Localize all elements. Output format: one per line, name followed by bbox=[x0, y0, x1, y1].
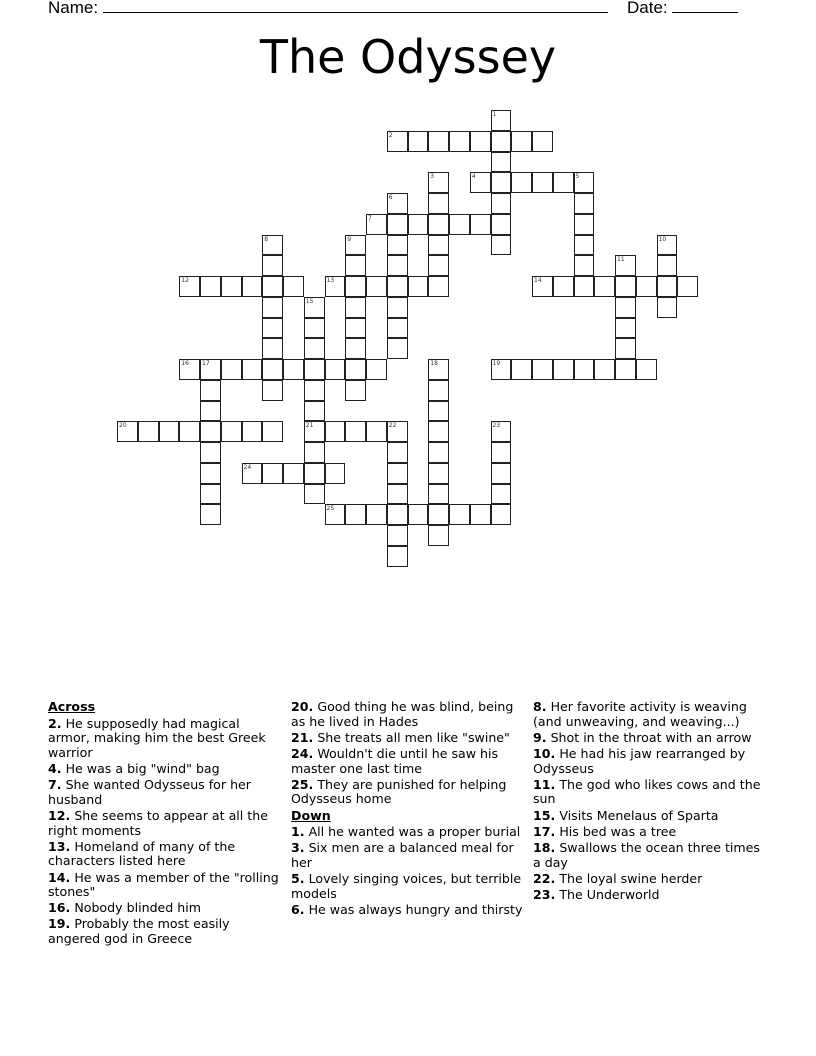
grid-cell[interactable] bbox=[657, 255, 678, 276]
clue-item bbox=[533, 872, 769, 887]
grid-cell[interactable] bbox=[366, 504, 387, 525]
grid-cell[interactable] bbox=[491, 131, 512, 152]
grid-cell[interactable] bbox=[574, 193, 595, 214]
clue-text: Six men are a balanced meal for her bbox=[291, 840, 514, 870]
grid-cell[interactable] bbox=[615, 359, 636, 380]
grid-cell[interactable] bbox=[491, 359, 512, 380]
clue-number: 13 bbox=[326, 277, 335, 284]
grid-cell[interactable] bbox=[428, 214, 449, 235]
grid-cell[interactable] bbox=[366, 214, 387, 235]
grid-cell[interactable] bbox=[345, 235, 366, 256]
grid-cell[interactable] bbox=[242, 359, 263, 380]
clue-item bbox=[48, 809, 284, 838]
clue-number: 18. bbox=[533, 839, 556, 855]
grid-cell[interactable] bbox=[387, 276, 408, 297]
grid-cell[interactable] bbox=[262, 297, 283, 318]
clue-number: 5 bbox=[575, 173, 580, 181]
grid-cell[interactable] bbox=[449, 214, 470, 235]
grid-cell[interactable] bbox=[345, 359, 366, 380]
grid-cell[interactable] bbox=[117, 421, 138, 442]
grid-cell[interactable] bbox=[470, 172, 491, 193]
grid-cell[interactable] bbox=[428, 255, 449, 276]
grid-cell[interactable] bbox=[449, 131, 470, 152]
grid-cell[interactable] bbox=[387, 297, 408, 318]
grid-cell[interactable] bbox=[491, 421, 512, 442]
clue-number: 24. bbox=[291, 745, 314, 761]
grid-cell[interactable] bbox=[200, 359, 221, 380]
grid-cell[interactable] bbox=[553, 172, 574, 193]
grid-cell[interactable] bbox=[387, 214, 408, 235]
grid-cell[interactable] bbox=[304, 484, 325, 505]
clue-number: 6. bbox=[291, 901, 305, 917]
grid-cell[interactable] bbox=[615, 297, 636, 318]
clue-number: 9. bbox=[533, 729, 547, 745]
grid-cell[interactable] bbox=[387, 255, 408, 276]
clue-number: 23 bbox=[492, 422, 501, 430]
grid-cell[interactable] bbox=[242, 463, 263, 484]
grid-cell[interactable] bbox=[387, 421, 408, 442]
clues-column-1 bbox=[48, 700, 284, 948]
clue-number: 22 bbox=[388, 422, 397, 430]
grid-cell[interactable] bbox=[366, 276, 387, 297]
clue-number: 11. bbox=[533, 776, 556, 792]
clue-item bbox=[533, 778, 769, 807]
grid-cell[interactable] bbox=[470, 504, 491, 525]
grid-cell[interactable] bbox=[657, 235, 678, 256]
grid-cell[interactable] bbox=[221, 276, 242, 297]
grid-cell[interactable] bbox=[428, 484, 449, 505]
grid-cell[interactable] bbox=[221, 359, 242, 380]
clue-number: 2 bbox=[388, 131, 393, 139]
grid-cell[interactable] bbox=[345, 276, 366, 297]
clue-text: Nobody blinded him bbox=[70, 900, 202, 916]
grid-cell[interactable] bbox=[574, 214, 595, 235]
grid-cell[interactable] bbox=[262, 421, 283, 442]
grid-cell[interactable] bbox=[387, 504, 408, 525]
grid-cell[interactable] bbox=[200, 484, 221, 505]
grid-cell[interactable] bbox=[387, 442, 408, 463]
clue-item bbox=[291, 731, 527, 746]
clue-number: 3 bbox=[430, 173, 435, 181]
grid-cell[interactable] bbox=[387, 463, 408, 484]
clue-number: 24 bbox=[243, 463, 252, 471]
grid-cell[interactable] bbox=[179, 359, 200, 380]
grid-cell[interactable] bbox=[636, 359, 657, 380]
grid-cell[interactable] bbox=[138, 421, 159, 442]
grid-cell[interactable] bbox=[428, 193, 449, 214]
grid-cell[interactable] bbox=[615, 338, 636, 359]
clue-number: 19. bbox=[48, 916, 71, 932]
clue-item bbox=[291, 747, 527, 776]
grid-cell[interactable] bbox=[325, 504, 346, 525]
grid-cell[interactable] bbox=[179, 421, 200, 442]
grid-cell[interactable] bbox=[511, 172, 532, 193]
clue-item bbox=[48, 717, 284, 761]
grid-cell[interactable] bbox=[283, 463, 304, 484]
clue-text: She seems to appear at all the right moments bbox=[48, 807, 268, 838]
clues-column-3 bbox=[533, 700, 769, 904]
clue-text: Shot in the throat with an arrow bbox=[546, 729, 752, 745]
grid-cell[interactable] bbox=[615, 276, 636, 297]
grid-cell[interactable] bbox=[345, 318, 366, 339]
clue-number: 4. bbox=[48, 760, 62, 776]
grid-cell[interactable] bbox=[491, 504, 512, 525]
grid-cell[interactable] bbox=[428, 525, 449, 546]
grid-cell[interactable] bbox=[532, 276, 553, 297]
grid-cell[interactable] bbox=[408, 504, 429, 525]
grid-cell[interactable] bbox=[532, 359, 553, 380]
grid-cell[interactable] bbox=[428, 359, 449, 380]
clue-item bbox=[291, 903, 527, 918]
clue-item bbox=[533, 809, 769, 824]
clue-number: 25. bbox=[291, 776, 314, 792]
grid-cell[interactable] bbox=[491, 152, 512, 173]
grid-cell[interactable] bbox=[304, 359, 325, 380]
clue-item bbox=[533, 825, 769, 840]
clue-number: 1. bbox=[291, 824, 305, 840]
grid-cell[interactable] bbox=[470, 131, 491, 152]
clue-number: 6 bbox=[388, 194, 393, 201]
grid-cell[interactable] bbox=[428, 172, 449, 193]
grid-cell[interactable] bbox=[428, 235, 449, 256]
clue-item bbox=[533, 731, 769, 746]
grid-cell[interactable] bbox=[615, 318, 636, 339]
grid-cell[interactable] bbox=[532, 131, 553, 152]
grid-cell[interactable] bbox=[262, 318, 283, 339]
grid-cell[interactable] bbox=[262, 255, 283, 276]
grid-cell[interactable] bbox=[428, 504, 449, 525]
clue-number: 14. bbox=[48, 869, 71, 885]
clue-number: 5. bbox=[291, 871, 305, 887]
clue-number: 20. bbox=[291, 699, 314, 714]
clue-number: 25 bbox=[326, 505, 335, 513]
clue-number: 18 bbox=[430, 360, 438, 367]
clue-text: The god who likes cows and the sun bbox=[533, 776, 761, 807]
grid-cell[interactable] bbox=[325, 421, 346, 442]
grid-cell[interactable] bbox=[200, 442, 221, 463]
grid-cell[interactable] bbox=[262, 463, 283, 484]
grid-cell[interactable] bbox=[345, 255, 366, 276]
grid-cell[interactable] bbox=[262, 276, 283, 297]
clue-number: 23. bbox=[533, 886, 556, 902]
clue-item bbox=[533, 747, 769, 776]
grid-cell[interactable] bbox=[304, 463, 325, 484]
clue-item bbox=[48, 901, 284, 916]
grid-cell[interactable] bbox=[200, 401, 221, 422]
grid-cell[interactable] bbox=[408, 276, 429, 297]
clue-text: His bed was a tree bbox=[555, 823, 677, 839]
grid-cell[interactable] bbox=[532, 172, 553, 193]
grid-cell[interactable] bbox=[491, 172, 512, 193]
grid-cell[interactable] bbox=[574, 276, 595, 297]
grid-cell[interactable] bbox=[387, 318, 408, 339]
clue-number: 20 bbox=[119, 422, 127, 430]
clue-number: 8 bbox=[264, 235, 269, 243]
grid-cell[interactable] bbox=[304, 401, 325, 422]
clue-number: 7 bbox=[368, 214, 372, 222]
grid-cell[interactable] bbox=[179, 276, 200, 297]
clue-text: Wouldn't die until he saw his master one last time bbox=[291, 745, 499, 776]
clue-text: The loyal swine herder bbox=[555, 870, 703, 886]
clue-number: 16. bbox=[48, 900, 71, 916]
grid-cell[interactable] bbox=[387, 484, 408, 505]
clue-number: 12 bbox=[181, 277, 189, 284]
grid-cell[interactable] bbox=[491, 235, 512, 256]
clue-text: They are punished for helping Odysseus home bbox=[291, 776, 507, 807]
grid-cell[interactable] bbox=[428, 442, 449, 463]
grid-cell[interactable] bbox=[491, 442, 512, 463]
grid-cell[interactable] bbox=[574, 172, 595, 193]
date-label: Date: bbox=[627, 0, 668, 17]
clue-number: 4 bbox=[471, 173, 476, 181]
clue-item bbox=[48, 778, 284, 807]
clue-item bbox=[291, 778, 527, 807]
clue-number: 19 bbox=[492, 360, 501, 367]
grid-cell[interactable] bbox=[221, 421, 242, 442]
clue-text: She treats all men like "swine" bbox=[313, 729, 510, 745]
grid-cell[interactable] bbox=[428, 131, 449, 152]
clue-number: 10 bbox=[658, 235, 667, 243]
grid-cell[interactable] bbox=[657, 276, 678, 297]
grid-cell[interactable] bbox=[262, 235, 283, 256]
page-title: The Odyssey bbox=[259, 30, 557, 84]
grid-cell[interactable] bbox=[387, 338, 408, 359]
grid-cell[interactable] bbox=[491, 193, 512, 214]
grid-cell[interactable] bbox=[200, 421, 221, 442]
clue-text: He had his jaw rearranged by Odysseus bbox=[533, 745, 746, 776]
grid-cell[interactable] bbox=[615, 255, 636, 276]
clue-item bbox=[291, 825, 527, 840]
clue-text: He was always hungry and thirsty bbox=[304, 901, 523, 917]
clue-item bbox=[48, 917, 284, 946]
name-label: Name: bbox=[48, 0, 99, 17]
clue-number: 22. bbox=[533, 870, 556, 886]
clue-text: All he wanted was a proper burial bbox=[304, 824, 521, 840]
grid-cell[interactable] bbox=[408, 131, 429, 152]
clue-item bbox=[48, 840, 284, 869]
grid-cell[interactable] bbox=[242, 276, 263, 297]
grid-cell[interactable] bbox=[262, 380, 283, 401]
clue-number: 7. bbox=[48, 777, 62, 793]
clue-item bbox=[533, 700, 769, 729]
clue-number: 17. bbox=[533, 823, 556, 839]
clue-number: 3. bbox=[291, 840, 305, 856]
grid-cell[interactable] bbox=[200, 276, 221, 297]
clue-text: He supposedly had magical armor, making him the best Greek warrior bbox=[48, 715, 266, 760]
clue-text: Good thing he was blind, being as he lived in Hades bbox=[291, 699, 514, 729]
clue-text: Probably the most easily angered god in Greece bbox=[48, 916, 230, 947]
grid-cell[interactable] bbox=[553, 359, 574, 380]
grid-cell[interactable] bbox=[325, 463, 346, 484]
grid-cell[interactable] bbox=[491, 463, 512, 484]
grid-cell[interactable] bbox=[428, 463, 449, 484]
clue-number: 2. bbox=[48, 715, 62, 731]
grid-cell[interactable] bbox=[262, 338, 283, 359]
clue-number: 9 bbox=[347, 235, 352, 243]
grid-cell[interactable] bbox=[345, 421, 366, 442]
grid-cell[interactable] bbox=[491, 110, 512, 131]
clue-text: Homeland of many of the characters listed here bbox=[48, 838, 236, 869]
grid-cell[interactable] bbox=[428, 401, 449, 422]
grid-cell[interactable] bbox=[262, 359, 283, 380]
grid-cell[interactable] bbox=[428, 276, 449, 297]
grid-cell[interactable] bbox=[200, 463, 221, 484]
clue-text: Lovely singing voices, but terrible models bbox=[291, 871, 522, 901]
clue-item bbox=[291, 872, 527, 901]
clue-number: 8. bbox=[533, 699, 547, 714]
clue-text: She wanted Odysseus for her husband bbox=[48, 777, 251, 807]
grid-cell[interactable] bbox=[470, 214, 491, 235]
grid-cell[interactable] bbox=[325, 359, 346, 380]
grid-cell[interactable] bbox=[553, 276, 574, 297]
grid-cell[interactable] bbox=[387, 525, 408, 546]
grid-cell[interactable] bbox=[159, 421, 180, 442]
grid-cell[interactable] bbox=[449, 504, 470, 525]
clue-text: He was a member of the "rolling stones" bbox=[48, 869, 279, 900]
grid-cell[interactable] bbox=[387, 235, 408, 256]
clue-text: Her favorite activity is weaving (and unweaving, and weaving...) bbox=[533, 699, 747, 729]
clue-item bbox=[533, 888, 769, 903]
clue-number: 12. bbox=[48, 807, 71, 823]
grid-cell[interactable] bbox=[594, 276, 615, 297]
grid-cell[interactable] bbox=[304, 442, 325, 463]
clue-item bbox=[48, 871, 284, 900]
grid-cell[interactable] bbox=[387, 131, 408, 152]
clue-number: 10. bbox=[533, 745, 556, 761]
grid-cell[interactable] bbox=[574, 235, 595, 256]
grid-cell[interactable] bbox=[242, 421, 263, 442]
grid-cell[interactable] bbox=[345, 504, 366, 525]
grid-cell[interactable] bbox=[387, 546, 408, 567]
clue-text: Visits Menelaus of Sparta bbox=[555, 807, 719, 823]
grid-cell[interactable] bbox=[511, 359, 532, 380]
grid-cell[interactable] bbox=[345, 338, 366, 359]
clue-number: 13. bbox=[48, 838, 71, 854]
grid-cell[interactable] bbox=[366, 421, 387, 442]
grid-cell[interactable] bbox=[304, 297, 325, 318]
clue-number: 21 bbox=[305, 422, 314, 430]
grid-cell[interactable] bbox=[574, 359, 595, 380]
grid-cell[interactable] bbox=[677, 276, 698, 297]
grid-cell[interactable] bbox=[636, 276, 657, 297]
grid-cell[interactable] bbox=[283, 359, 304, 380]
grid-cell[interactable] bbox=[408, 214, 429, 235]
across-heading: Across bbox=[48, 699, 96, 714]
grid-cell[interactable] bbox=[345, 380, 366, 401]
grid-cell[interactable] bbox=[304, 318, 325, 339]
clue-item bbox=[291, 700, 527, 729]
grid-cell[interactable] bbox=[200, 380, 221, 401]
grid-cell[interactable] bbox=[304, 338, 325, 359]
clues-column-2 bbox=[291, 700, 527, 919]
clue-item bbox=[291, 841, 527, 870]
clue-number: 15. bbox=[533, 807, 556, 823]
clue-number: 17 bbox=[202, 360, 210, 367]
clue-number: 14 bbox=[534, 277, 542, 284]
clue-number: 21. bbox=[291, 729, 314, 745]
grid-cell[interactable] bbox=[304, 380, 325, 401]
grid-cell[interactable] bbox=[304, 421, 325, 442]
grid-cell[interactable] bbox=[428, 380, 449, 401]
clue-item bbox=[533, 841, 769, 870]
grid-cell[interactable] bbox=[200, 504, 221, 525]
grid-cell[interactable] bbox=[387, 193, 408, 214]
clue-number: 1 bbox=[492, 111, 497, 118]
clue-item bbox=[48, 762, 284, 777]
grid-cell[interactable] bbox=[366, 359, 387, 380]
clue-text: Swallows the ocean three times a day bbox=[533, 839, 760, 870]
grid-cell[interactable] bbox=[345, 297, 366, 318]
grid-cell[interactable] bbox=[491, 484, 512, 505]
clue-text: He was a big "wind" bag bbox=[61, 760, 220, 776]
clue-number: 16 bbox=[181, 360, 189, 367]
grid-cell[interactable] bbox=[574, 255, 595, 276]
down-heading: Down bbox=[291, 807, 331, 823]
grid-cell[interactable] bbox=[283, 276, 304, 297]
grid-cell[interactable] bbox=[325, 276, 346, 297]
grid-cell[interactable] bbox=[594, 359, 615, 380]
grid-cell[interactable] bbox=[491, 214, 512, 235]
grid-cell[interactable] bbox=[511, 131, 532, 152]
grid-cell[interactable] bbox=[657, 297, 678, 318]
grid-cell[interactable] bbox=[428, 421, 449, 442]
clue-number: 11 bbox=[617, 256, 625, 264]
clue-text: The Underworld bbox=[555, 886, 660, 902]
clue-number: 15 bbox=[305, 297, 314, 305]
